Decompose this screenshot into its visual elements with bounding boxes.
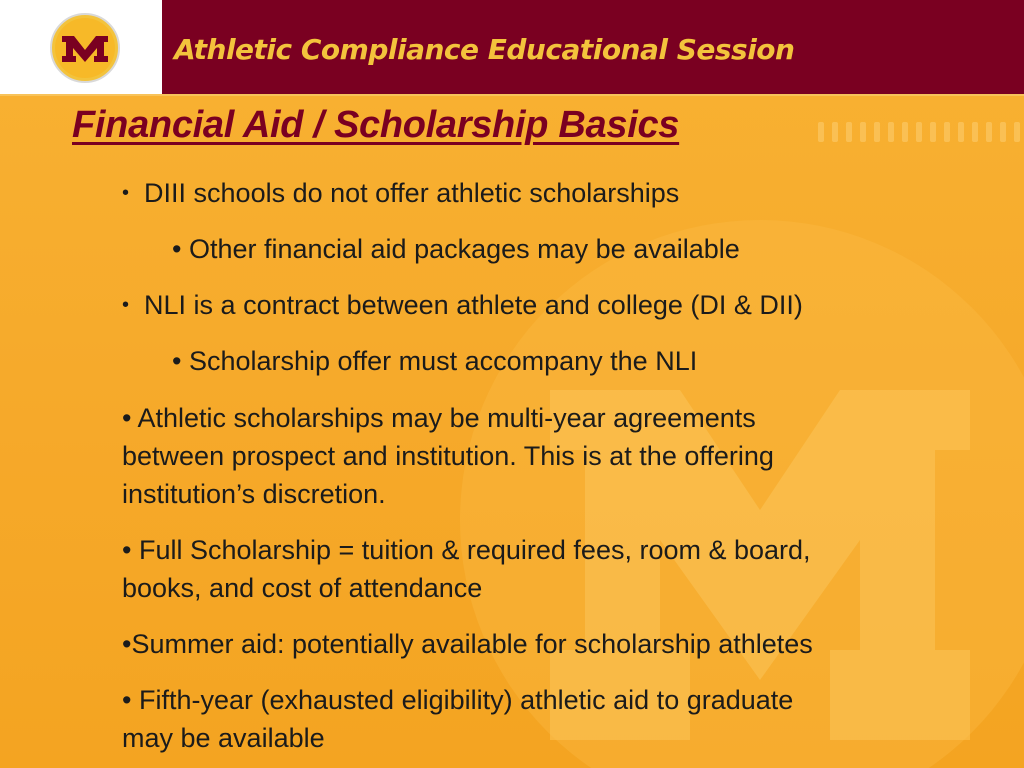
bullet-line: institution’s discretion. xyxy=(122,479,386,509)
header-title: Athletic Compliance Educational Session xyxy=(174,33,795,66)
bullet-marker: • xyxy=(122,294,130,316)
bullet-line: • Full Scholarship = tuition & required fees, room & board, xyxy=(122,535,811,565)
bullet-line: • Athletic scholarships may be multi-year agreements xyxy=(122,403,756,433)
bullet-line: may be available xyxy=(122,723,325,753)
bullet-line: books, and cost of attendance xyxy=(122,573,483,603)
sub-bullet-item: • Other financial aid packages may be available xyxy=(172,234,740,264)
bullet-line: •Summer aid: potentially available for scholarship athletes xyxy=(122,629,813,659)
bullet-item xyxy=(122,175,679,212)
sub-bullet-item: • Scholarship offer must accompany the NLI xyxy=(172,346,698,376)
bullet-line: • Fifth-year (exhausted eligibility) athletic aid to graduate xyxy=(122,685,794,715)
bullet-item xyxy=(122,287,803,324)
bullet-text: DIII schools do not offer athletic scholarships xyxy=(144,178,680,208)
bullet-line: between prospect and institution. This is at the offering xyxy=(122,441,774,471)
bullet-text: NLI is a contract between athlete and college (DI & DII) xyxy=(144,290,803,320)
slide-title: Financial Aid / Scholarship Basics xyxy=(72,104,680,146)
bullet-marker: • xyxy=(122,182,130,204)
